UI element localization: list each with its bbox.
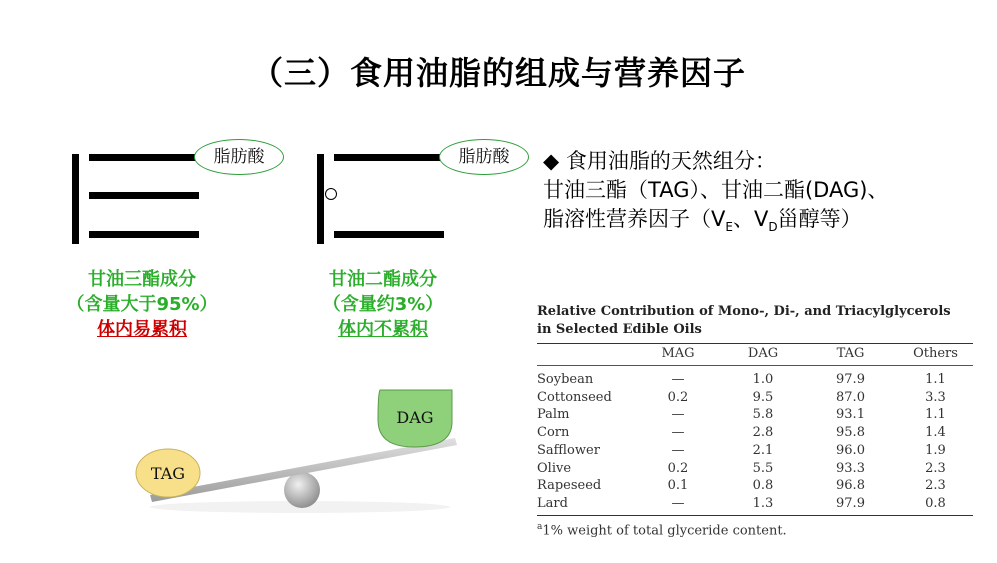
fatty-acid-bubble-tag: 脂肪酸 bbox=[194, 139, 284, 175]
header-others: Others bbox=[898, 344, 973, 366]
table-footnote: $^a$1% weight of total glyceride content. bbox=[537, 522, 787, 539]
tag-structure-diagram bbox=[72, 150, 202, 245]
header-mag: MAG bbox=[633, 344, 723, 366]
tag-weight-label: TAG bbox=[150, 464, 186, 483]
fatty-acid-chain-2 bbox=[89, 192, 199, 199]
fatty-acid-chain-3 bbox=[89, 231, 199, 238]
composition-line2: 甘油三酯（TAG）、甘油二酯(DAG)、 bbox=[543, 178, 889, 202]
fatty-acid-bubble-dag: 脂肪酸 bbox=[439, 139, 529, 175]
table-row: Palm — 5.8 93.1 1.1 bbox=[537, 407, 946, 423]
glycerol-backbone bbox=[317, 154, 324, 244]
table-header-row bbox=[537, 344, 973, 366]
composition-line1: ◆ 食用油脂的天然组分： bbox=[543, 149, 776, 173]
header-tag: TAG bbox=[803, 344, 898, 366]
dag-caption-line3: 体内不累积 bbox=[338, 319, 428, 340]
dag-caption-line1: 甘油二酯成分 bbox=[329, 269, 437, 290]
table-row: Olive 0.2 5.5 93.3 2.3 bbox=[537, 460, 946, 476]
header-oil bbox=[537, 344, 633, 366]
dag-structure-diagram bbox=[317, 150, 447, 245]
seesaw-illustration bbox=[130, 380, 470, 515]
table-row: Safflower — 2.1 96.0 1.9 bbox=[537, 442, 946, 458]
table-row: Rapeseed 0.1 0.8 96.8 2.3 bbox=[537, 478, 946, 494]
fulcrum bbox=[284, 472, 320, 508]
tag-caption-line2: （含量大于95%） bbox=[66, 294, 218, 315]
table-row: Corn — 2.8 95.8 1.4 bbox=[537, 425, 946, 441]
tag-caption bbox=[52, 267, 232, 342]
glycerol-backbone bbox=[72, 154, 79, 244]
table-row: Soybean — 1.0 97.9 1.1 bbox=[537, 372, 946, 387]
table-title: Relative Contribution of Mono-, Di-, and Triacylglycerols in Selected Edible Oils bbox=[537, 304, 951, 337]
tag-caption-line1: 甘油三酯成分 bbox=[88, 269, 196, 290]
fatty-acid-chain-1 bbox=[334, 154, 444, 161]
table-row: Cottonseed 0.2 9.5 87.0 3.3 bbox=[537, 389, 946, 405]
glyceride-table bbox=[537, 343, 973, 516]
table-row: Lard — 1.3 97.9 0.8 bbox=[537, 495, 973, 515]
composition-text bbox=[543, 147, 888, 242]
hydroxyl-circle bbox=[325, 188, 337, 200]
header-dag: DAG bbox=[723, 344, 803, 366]
tag-caption-line3: 体内易累积 bbox=[97, 319, 187, 340]
fatty-acid-chain-1 bbox=[89, 154, 199, 161]
composition-line3: 脂溶性营养因子（$V_E$、$V_D$甾醇等） bbox=[543, 207, 862, 235]
fatty-acid-chain-2 bbox=[334, 231, 444, 238]
dag-caption bbox=[293, 267, 473, 342]
dag-weight-label: DAG bbox=[396, 408, 434, 427]
slide-title: （三）食用油脂的组成与营养因子 bbox=[250, 54, 746, 92]
dag-caption-line2: （含量约3%） bbox=[322, 294, 444, 315]
